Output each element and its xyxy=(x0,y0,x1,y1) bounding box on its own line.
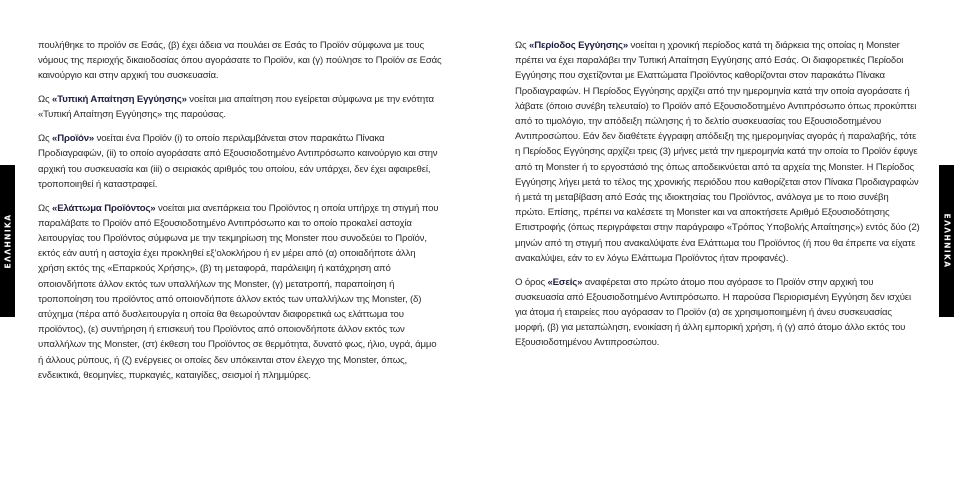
language-tab-left xyxy=(0,165,15,317)
defined-term: «Περίοδος Εγγύησης» xyxy=(529,40,629,51)
paragraph-product-defect xyxy=(38,201,443,383)
paragraph-standard-warranty-claim xyxy=(38,92,443,122)
paragraph-prefix: Ως xyxy=(515,40,530,51)
defined-term: «Εσείς» xyxy=(547,276,583,288)
paragraph-text: νοείται μια ανεπάρκεια του Προϊόντος η οποία υπήρχε τη στιγμή που παραλάβατε το Προϊόν από Εξουσιοδοτημένο Αντιπρόσωπο και το οποίο προκαλεί αστοχία λειτουργίας του Προϊόντος σύμφωνα με την τεκμηρίωση της Monster που συνοδεύει το Προϊόν, εκτός εάν αυτή η αστοχία έχει προκληθεί εξ’ολοκλήρου ή εν μέρει από (α) οποιαδήποτε άλλη χρήση εκτός της «Επαρκούς Χρήσης», (β) τη μεταφορά, παράλειψη ή κατάχρηση από οποιονδήποτε άλλον εκτός των υπαλλήλων της Monster, (γ) μετατροπή, παραποίηση ή τροποποίηση του προϊόντος από οποιονδήποτε άλλον εκτός των υπαλλήλων της Monster, (δ) ατύχημα (πέρα από δυσλειτουργία η οποία θα θεωρούνταν διαφορετικά ως ελάττωμα του προϊόντος), (ε) συντήρηση ή επισκευή του Προϊόντος από οποιονδήποτε άλλον εκτός των υπαλλήλων της Monster, (στ) έκθεση του Προϊόντος σε θερμότητα, δυνατό φως, ήλιο, υγρά, άμμο ή άλλους ρύπους, ή (ζ) ενέργειες οι οποίες δεν υπόκεινται στον έλεγχο της Monster, όπως, ενδεικτικά, θεομηνίες, πυρκαγιές, καταιγίδες, σεισμοί ή πλημμύρες. xyxy=(38,202,439,381)
defined-term: «Προϊόν» xyxy=(52,133,95,145)
paragraph-prefix: Ο όρος xyxy=(515,276,548,288)
left-text-column xyxy=(38,38,443,392)
defined-term: «Ελάττωμα Προϊόντος» xyxy=(52,202,156,214)
paragraph-prefix: Ως xyxy=(38,94,53,106)
paragraph-text: πουλήθηκε το προϊόν σε Εσάς, (β) έχει άδεια να πουλάει σε Εσάς το Προϊόν σύμφωνα με τους νόμους της περιοχής δικαιοδοσίας όπου αγοράσατε το Προϊόν, και (γ) πούλησε το Προϊόν σε Εσάς καινούργιο και στην αρχική του συσκευασία. xyxy=(38,40,442,82)
language-tab-label: ΕΛΛΗΝΙΚΑ xyxy=(3,213,12,269)
paragraph-text: νοείται η χρονική περίοδος κατά τη διάρκεια της οποίας η Monster πρέπει να έχει παραλάβει την Τυπική Απαίτηση Εγγύησης από Εσάς. Οι διαφορετικές Περίοδοι Εγγύησης που σχετίζονται με Ελαττώματα Προϊόντος καθορίζονται στον παρακάτω Πίνακα Προδιαγραφών. Η Περίοδος Εγγύησης αρχίζει από την ημερομηνία κατά την οποία αγοράσατε ή λάβατε (όποιο συνέβη τελευταίο) το Προϊόν από Εξουσιοδοτημένο Αντιπρόσωπο όπως προκύπτει από το τιμολόγιο, την απόδειξη πώλησης ή το δελτίο συσκευασίας του Εξουσιοδοτημένου Αντιπροσώπου. Εάν δεν διαθέτετε έγγραφη απόδειξη της ημερομηνίας αγοράς ή παραλαβής, τότε η Περίοδος Εγγύησης αρχίζει τρεις (3) μήνες μετά την ημερομηνία κατά την οποία το Προϊόν έφυγε από τη Monster ή το εργοστάσιό της όπως αποδεικνύεται από τα αρχεία της Monster. Η Περίοδος Εγγύησης λήγει μετά το τέλος της χρονικής περιόδου που καθορίζεται στον Πίνακα Προδιαγραφών ή μετά τη μεταβίβαση από Εσάς της ιδιοκτησίας του Προϊόντος, ανάλογα με το ποιο συνέβη πρώτο. Επίσης, πρέπει να καλέσετε τη Monster και να αποκτήσετε Αριθμό Εξουσιοδότησης Επιστροφής (όπως περιγράφεται στην παράγραφο «Τρόπος Υποβολής Απαίτησης») εντός δύο (2) μηνών από τη στιγμή που ανακαλύψατε ένα Ελάττωμα του Προϊόντος (ή που θα έπρεπε να είχατε ανακαλύψει, εάν το εν λόγω Ελάττωμα Προϊόντος ήταν προφανές). xyxy=(515,40,920,264)
right-text-column xyxy=(515,38,920,359)
paragraph-text: νοείται ένα Προϊόν (i) το οποίο περιλαμβάνεται στον παρακάτω Πίνακα Προδιαγραφών, (ii) το οποίο αγοράσατε από Εξουσιοδοτημένο Αντιπρόσωπο καινούργιο και στην αρχική του συσκευασία και (iii) ο σειριακός αριθμός του οποίου, εάν υπάρχει, δεν έχει αφαιρεθεί, τροποποιηθεί ή καταστραφεί. xyxy=(38,133,438,190)
paragraph-prefix: Ως xyxy=(38,202,53,214)
paragraph-text: αναφέρεται στο πρώτο άτομο που αγόρασε το Προϊόν στην αρχική του συσκευασία από Εξουσιοδοτημένο Αντιπρόσωπο. Η παρούσα Περιορισμένη Εγγύηση δεν ισχύει για άτομα ή εταιρείες που αγόρασαν το Προϊόν (α) σε χρησιμοποιημένη ή άνευ συσκευασίας μορφή, (β) για μεταπώληση, ενοικίαση ή άλλη εμπορική χρήση, ή (γ) από άτομο άλλο εκτός του Εξουσιοδοτημένου Αντιπροσώπου. xyxy=(515,276,911,349)
paragraph-warranty-period xyxy=(515,38,920,266)
paragraph-text: νοείται μια απαίτηση που εγείρεται σύμφωνα με την ενότητα «Τυπική Απαίτηση Εγγύησης» της παρούσας. xyxy=(38,94,434,121)
paragraph-seller-continuation xyxy=(38,38,443,84)
paragraph-product xyxy=(38,131,443,192)
paragraph-you xyxy=(515,275,920,351)
language-tab-label: ΕΛΛΗΝΙΚΑ xyxy=(942,213,951,269)
paragraph-prefix: Ως xyxy=(38,133,53,145)
right-page xyxy=(477,0,954,477)
language-tab-right xyxy=(939,165,954,317)
defined-term: «Τυπική Απαίτηση Εγγύησης» xyxy=(52,94,187,106)
